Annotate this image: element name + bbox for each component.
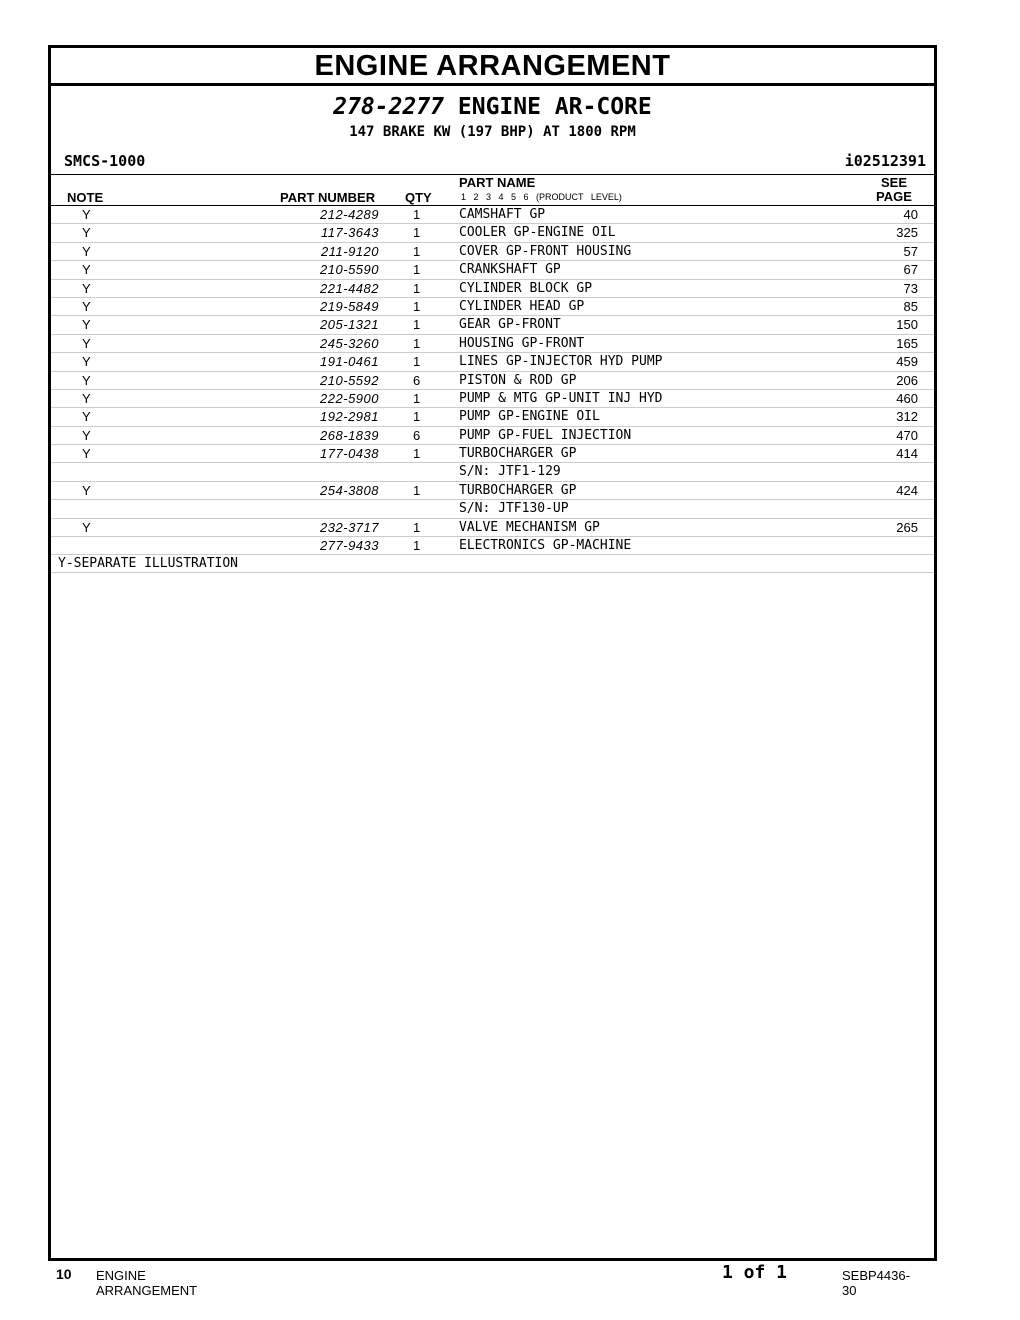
row-see-page: 165: [896, 335, 918, 351]
row-part-name: LINES GP-INJECTOR HYD PUMP: [459, 354, 663, 370]
table-row: [51, 335, 934, 353]
table-row: [51, 463, 934, 481]
row-see-page: 414: [896, 446, 918, 462]
illustration-id: i02512391: [844, 152, 926, 170]
row-qty: 6: [413, 372, 421, 388]
assembly-header: [51, 86, 934, 148]
table-row: [51, 390, 934, 408]
table-row: [51, 482, 934, 500]
table-row: [51, 408, 934, 426]
row-see-page: 85: [903, 298, 918, 314]
row-part-number: 210-5592: [320, 372, 379, 388]
row-note: Y: [82, 335, 91, 351]
row-part-number: 254-3808: [320, 482, 379, 498]
row-qty: 1: [413, 538, 421, 554]
row-part-name: VALVE MECHANISM GP: [459, 519, 600, 535]
row-part-number: 222-5900: [320, 390, 379, 406]
assembly-name: ENGINE AR-CORE: [457, 94, 652, 120]
table-row: [51, 261, 934, 279]
row-part-name: PISTON & ROD GP: [459, 372, 577, 388]
row-see-page: 150: [896, 317, 918, 333]
row-see-page: 424: [896, 482, 918, 498]
table-row: [51, 224, 934, 242]
row-part-number: 192-2981: [320, 409, 379, 425]
footer-doc-id: SEBP4436-30: [842, 1268, 910, 1298]
table-row: [51, 298, 934, 316]
row-note: Y: [82, 446, 91, 462]
row-see-page: 67: [903, 262, 918, 278]
meta-line: [51, 148, 934, 175]
row-qty: 1: [413, 262, 421, 278]
parts-table-body: [51, 206, 934, 555]
row-part-name: S/N: JTF1-129: [459, 464, 561, 480]
row-qty: 6: [413, 427, 421, 443]
row-qty: 1: [413, 298, 421, 314]
row-part-name: COOLER GP-ENGINE OIL: [459, 225, 616, 241]
row-note: Y: [82, 519, 91, 535]
row-part-name: PUMP & MTG GP-UNIT INJ HYD: [459, 390, 663, 406]
row-note: Y: [82, 372, 91, 388]
row-note: Y: [82, 317, 91, 333]
row-see-page: 459: [896, 354, 918, 370]
row-note: Y: [82, 225, 91, 241]
row-part-name: PUMP GP-ENGINE OIL: [459, 409, 600, 425]
table-row: [51, 372, 934, 390]
row-qty: 1: [413, 390, 421, 406]
row-see-page: 312: [896, 409, 918, 425]
table-row: [51, 519, 934, 537]
row-part-number: 212-4289: [320, 207, 379, 222]
title-bar: [51, 48, 934, 86]
row-see-page: 57: [903, 243, 918, 259]
row-qty: 1: [413, 225, 421, 241]
col-product-levels: 1 2 3 4 5 6 (PRODUCT LEVEL): [461, 192, 622, 202]
row-see-page: 265: [896, 519, 918, 535]
table-row: [51, 500, 934, 518]
row-note: Y: [82, 427, 91, 443]
table-row: [51, 353, 934, 371]
row-part-name: COVER GP-FRONT HOUSING: [459, 243, 632, 259]
row-qty: 1: [413, 354, 421, 370]
row-part-number: 232-3717: [320, 519, 379, 535]
table-row: [51, 206, 934, 224]
footer-page-number: 10: [56, 1266, 72, 1282]
row-note: Y: [82, 354, 91, 370]
row-note: Y: [82, 280, 91, 296]
row-part-name: PUMP GP-FUEL INJECTION: [459, 427, 632, 443]
row-part-number: 277-9433: [320, 538, 379, 554]
col-part-name: PART NAME: [459, 175, 536, 190]
row-part-name: CAMSHAFT GP: [459, 207, 546, 222]
footnote-row: [51, 555, 934, 573]
row-note: Y: [82, 207, 91, 222]
assembly-part-number: 278-2277: [333, 94, 445, 120]
row-part-name: S/N: JTF130-UP: [459, 501, 569, 517]
col-qty: QTY: [405, 190, 432, 205]
table-row: [51, 280, 934, 298]
row-part-name: TURBOCHARGER GP: [459, 482, 577, 498]
smcs-code: SMCS-1000: [64, 152, 146, 170]
table-row: [51, 316, 934, 334]
row-qty: 1: [413, 207, 421, 222]
row-qty: 1: [413, 409, 421, 425]
col-part-number: PART NUMBER: [280, 190, 376, 205]
row-qty: 1: [413, 519, 421, 535]
row-part-number: 221-4482: [320, 280, 379, 296]
table-row: [51, 537, 934, 555]
row-qty: 1: [413, 243, 421, 259]
row-qty: 1: [413, 280, 421, 296]
row-see-page: 73: [903, 280, 918, 296]
col-page: PAGE: [876, 189, 912, 204]
table-row: [51, 427, 934, 445]
row-part-name: CYLINDER BLOCK GP: [459, 280, 593, 296]
row-see-page: 325: [896, 225, 918, 241]
row-part-number: 117-3643: [321, 225, 379, 241]
row-note: Y: [82, 482, 91, 498]
rating-text: 147 BRAKE KW (197 BHP) AT 1800 RPM: [349, 124, 636, 140]
row-see-page: 40: [903, 207, 918, 222]
footer-page-of: 1 of 1: [722, 1262, 788, 1283]
row-note: Y: [82, 390, 91, 406]
row-part-number: 177-0438: [320, 446, 379, 462]
row-see-page: 470: [896, 427, 918, 443]
row-see-page: 460: [896, 390, 918, 406]
row-part-number: 268-1839: [320, 427, 379, 443]
row-part-number: 245-3260: [320, 335, 379, 351]
table-row: [51, 445, 934, 463]
row-part-number: 205-1321: [320, 317, 379, 333]
row-qty: 1: [413, 335, 421, 351]
table-header: [51, 175, 934, 206]
row-part-name: CYLINDER HEAD GP: [459, 298, 585, 314]
row-part-number: 219-5849: [320, 298, 379, 314]
row-note: Y: [82, 262, 91, 278]
footer-section: ENGINE ARRANGEMENT: [96, 1268, 198, 1298]
assembly-title: [51, 94, 934, 120]
row-see-page: 206: [896, 372, 918, 388]
row-part-name: TURBOCHARGER GP: [459, 446, 577, 462]
col-note: NOTE: [67, 190, 104, 205]
row-part-name: HOUSING GP-FRONT: [459, 335, 585, 351]
row-part-number: 191-0461: [320, 354, 379, 370]
row-note: Y: [82, 298, 91, 314]
page-title: ENGINE ARRANGEMENT: [314, 50, 671, 82]
row-part-number: 210-5590: [320, 262, 379, 278]
footnote-text: Y-SEPARATE ILLUSTRATION: [58, 556, 239, 572]
row-note: Y: [82, 409, 91, 425]
col-see-page: [874, 176, 914, 204]
page-frame: [48, 45, 937, 1261]
row-part-name: ELECTRONICS GP-MACHINE: [459, 538, 632, 554]
row-qty: 1: [413, 446, 421, 462]
row-part-name: CRANKSHAFT GP: [459, 262, 561, 278]
row-note: Y: [82, 243, 91, 259]
table-row: [51, 243, 934, 261]
row-part-name: GEAR GP-FRONT: [459, 317, 561, 333]
row-qty: 1: [413, 317, 421, 333]
col-see: SEE: [880, 175, 907, 190]
row-part-number: 211-9120: [321, 243, 379, 259]
row-qty: 1: [413, 482, 421, 498]
